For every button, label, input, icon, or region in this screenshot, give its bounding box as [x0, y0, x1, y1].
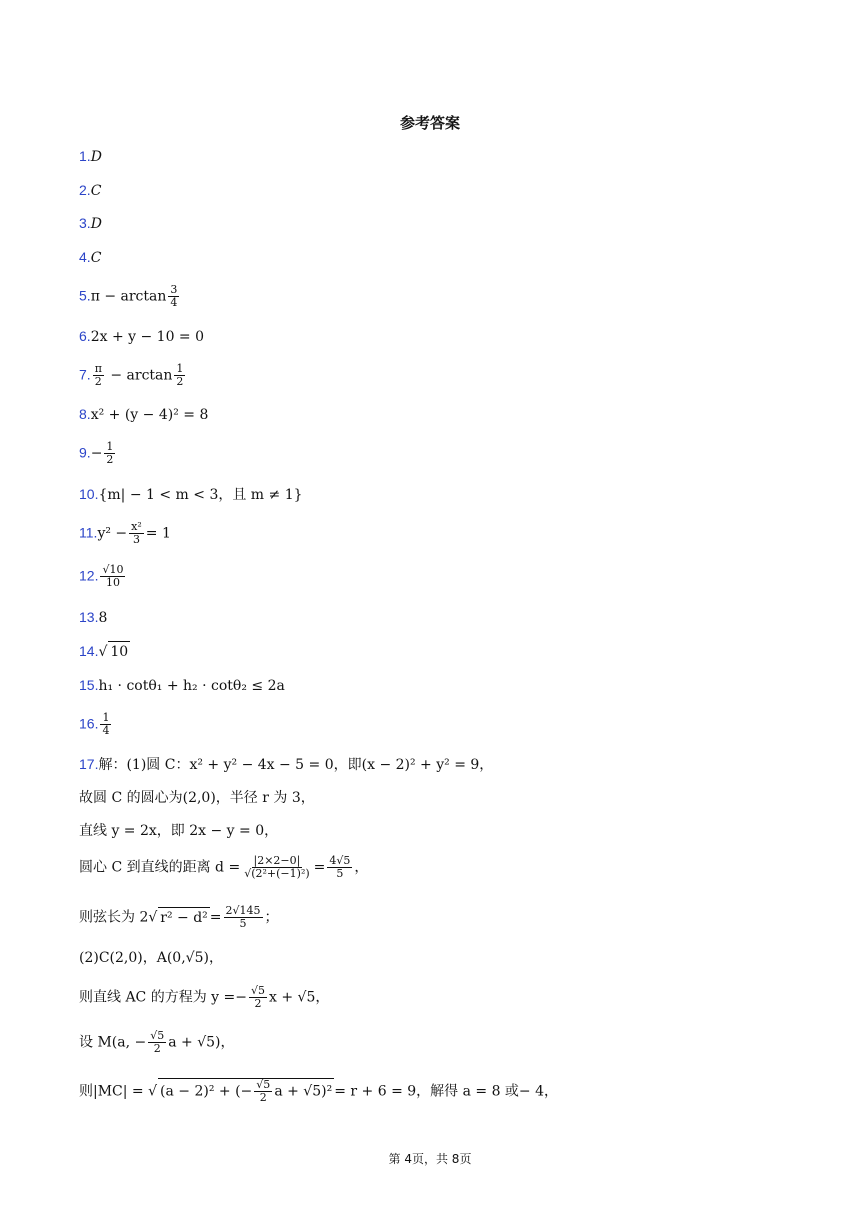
answer-10 — [79, 484, 303, 505]
fraction: $\frac{3}{4}$ — [170, 283, 178, 309]
fraction: $\frac{√5}{2}$ — [251, 984, 266, 1010]
answer-number: 9. — [79, 444, 91, 461]
answer-text: x² + (y − 4)² = 8 — [90, 407, 209, 423]
fraction: $\frac{\text{x²}}{3}$ — [131, 520, 142, 546]
solution-text: x + √5， — [269, 989, 330, 1006]
page-title: 参考答案 — [399, 114, 460, 132]
solution-17-line-4 — [79, 855, 368, 880]
radicand: r² − d² — [158, 907, 210, 928]
solution-text: (2)C(2,0)，A(0,√5)， — [79, 950, 223, 966]
answer-number: 14. — [79, 643, 99, 659]
solution-text: 圆心 C 到直线的距离 d = — [79, 859, 241, 876]
solution-17-line-8 — [79, 1030, 235, 1055]
answer-4 — [79, 247, 101, 268]
answer-text: D — [90, 216, 102, 232]
answer-text: C — [90, 183, 102, 199]
answer-text: h₁ · cotθ₁ + h₂ · cotθ₂ ≤ 2a — [98, 678, 285, 694]
solution-text: ； — [264, 909, 279, 926]
answer-text: π − arctan — [90, 288, 167, 305]
solution-17-line-7 — [79, 985, 329, 1010]
solution-text: = r + 6 = 9，解得 a = 8 或− 4， — [334, 1083, 559, 1100]
answer-number: 15. — [79, 677, 99, 693]
solution-text: 则直线 AC 的方程为 y =− — [79, 989, 247, 1006]
answer-1 — [79, 146, 102, 167]
answer-number: 10. — [79, 486, 99, 502]
answer-number: 17. — [79, 756, 99, 772]
solution-17-line-6 — [79, 948, 223, 968]
answer-number: 1. — [79, 148, 91, 164]
fraction: $\frac{1}{4}$ — [102, 711, 110, 737]
answer-13 — [79, 607, 107, 628]
answer-14 — [79, 641, 130, 662]
answer-text: − arctan — [105, 367, 173, 384]
answer-text: C — [90, 250, 102, 266]
answer-6 — [79, 326, 204, 347]
fraction: $\frac{1}{2}$ — [176, 362, 184, 388]
answer-number: 16. — [79, 715, 99, 732]
solution-text: a + √5)， — [168, 1034, 235, 1051]
answer-15 — [79, 675, 285, 696]
answer-text: y² − — [97, 525, 128, 542]
answer-11 — [79, 521, 171, 546]
fraction: $\frac{2√145}{5}$ — [225, 904, 261, 930]
solution-text: 则|MC| = √ — [79, 1083, 158, 1100]
fraction: $\frac{|2\times 2-0|}{\text{√(2²+(−1)²)}}$ — [244, 854, 310, 880]
solution-text: 解：(1)圆 C：x² + y² − 4x − 5 = 0，即(x − 2)² + y² = 9， — [98, 757, 494, 773]
fraction: $\frac{√5}{2}$ — [256, 1078, 271, 1104]
answer-text: 2x + y − 10 = 0 — [90, 329, 205, 345]
answer-12 — [79, 564, 127, 589]
solution-text: ， — [354, 859, 369, 876]
answer-7 — [79, 363, 187, 388]
answer-text: = 1 — [145, 525, 171, 542]
radicand: 10 — [108, 641, 130, 662]
solution-17-line-5: 则弦长为 2√ r² − d² = $\frac{2√145}{5}$ ； — [79, 904, 279, 930]
answer-number: 5. — [79, 287, 91, 304]
solution-text: 故圆 C 的圆心为(2,0)，半径 r 为 3， — [79, 790, 315, 806]
solution-17-line-9 — [79, 1078, 558, 1104]
answer-number: 6. — [79, 328, 91, 344]
fraction: $\frac{1}{2}$ — [106, 440, 114, 466]
answer-5 — [79, 284, 181, 309]
fraction: $\frac{\pi}{2}$ — [94, 362, 102, 388]
answer-number: 12. — [79, 567, 99, 584]
answer-16 — [79, 712, 113, 737]
solution-text: 设 M(a, − — [79, 1034, 147, 1051]
answer-number: 7. — [79, 366, 91, 383]
answer-number: 4. — [79, 249, 91, 265]
solution-text: 则弦长为 2 — [79, 909, 149, 926]
solution-text: = — [209, 909, 222, 926]
answer-number: 8. — [79, 406, 91, 422]
fraction: $\frac{4√5}{5}$ — [329, 854, 351, 880]
radicand: (a − 2)² + (− $\frac{√5}{2}$ a + √5)² — [160, 1078, 333, 1104]
answer-text: √ — [98, 644, 108, 660]
answer-3 — [79, 213, 102, 234]
answer-text: {m| − 1 < m < 3，且 m ≠ 1} — [98, 487, 303, 503]
answer-text: 8 — [98, 610, 108, 626]
solution-17-line-3 — [79, 821, 278, 841]
solution-17-line-1 — [79, 754, 493, 775]
answer-2 — [79, 180, 101, 201]
page-footer: 第 4页，共 8页 — [388, 1152, 472, 1166]
solution-text: 直线 y = 2x，即 2x − y = 0， — [79, 823, 279, 839]
answer-number: 13. — [79, 609, 99, 625]
answer-8 — [79, 404, 208, 425]
answer-text: D — [90, 149, 102, 165]
answer-9 — [79, 441, 117, 466]
answer-text: − — [90, 445, 103, 462]
fraction: $\frac{√5}{2}$ — [150, 1029, 165, 1055]
fraction: $\frac{√10}{10}$ — [102, 563, 124, 589]
answer-number: 11. — [79, 524, 98, 541]
solution-17-line-2 — [79, 788, 315, 808]
solution-text: = — [313, 859, 326, 876]
answer-number: 3. — [79, 215, 91, 231]
answer-number: 2. — [79, 182, 91, 198]
